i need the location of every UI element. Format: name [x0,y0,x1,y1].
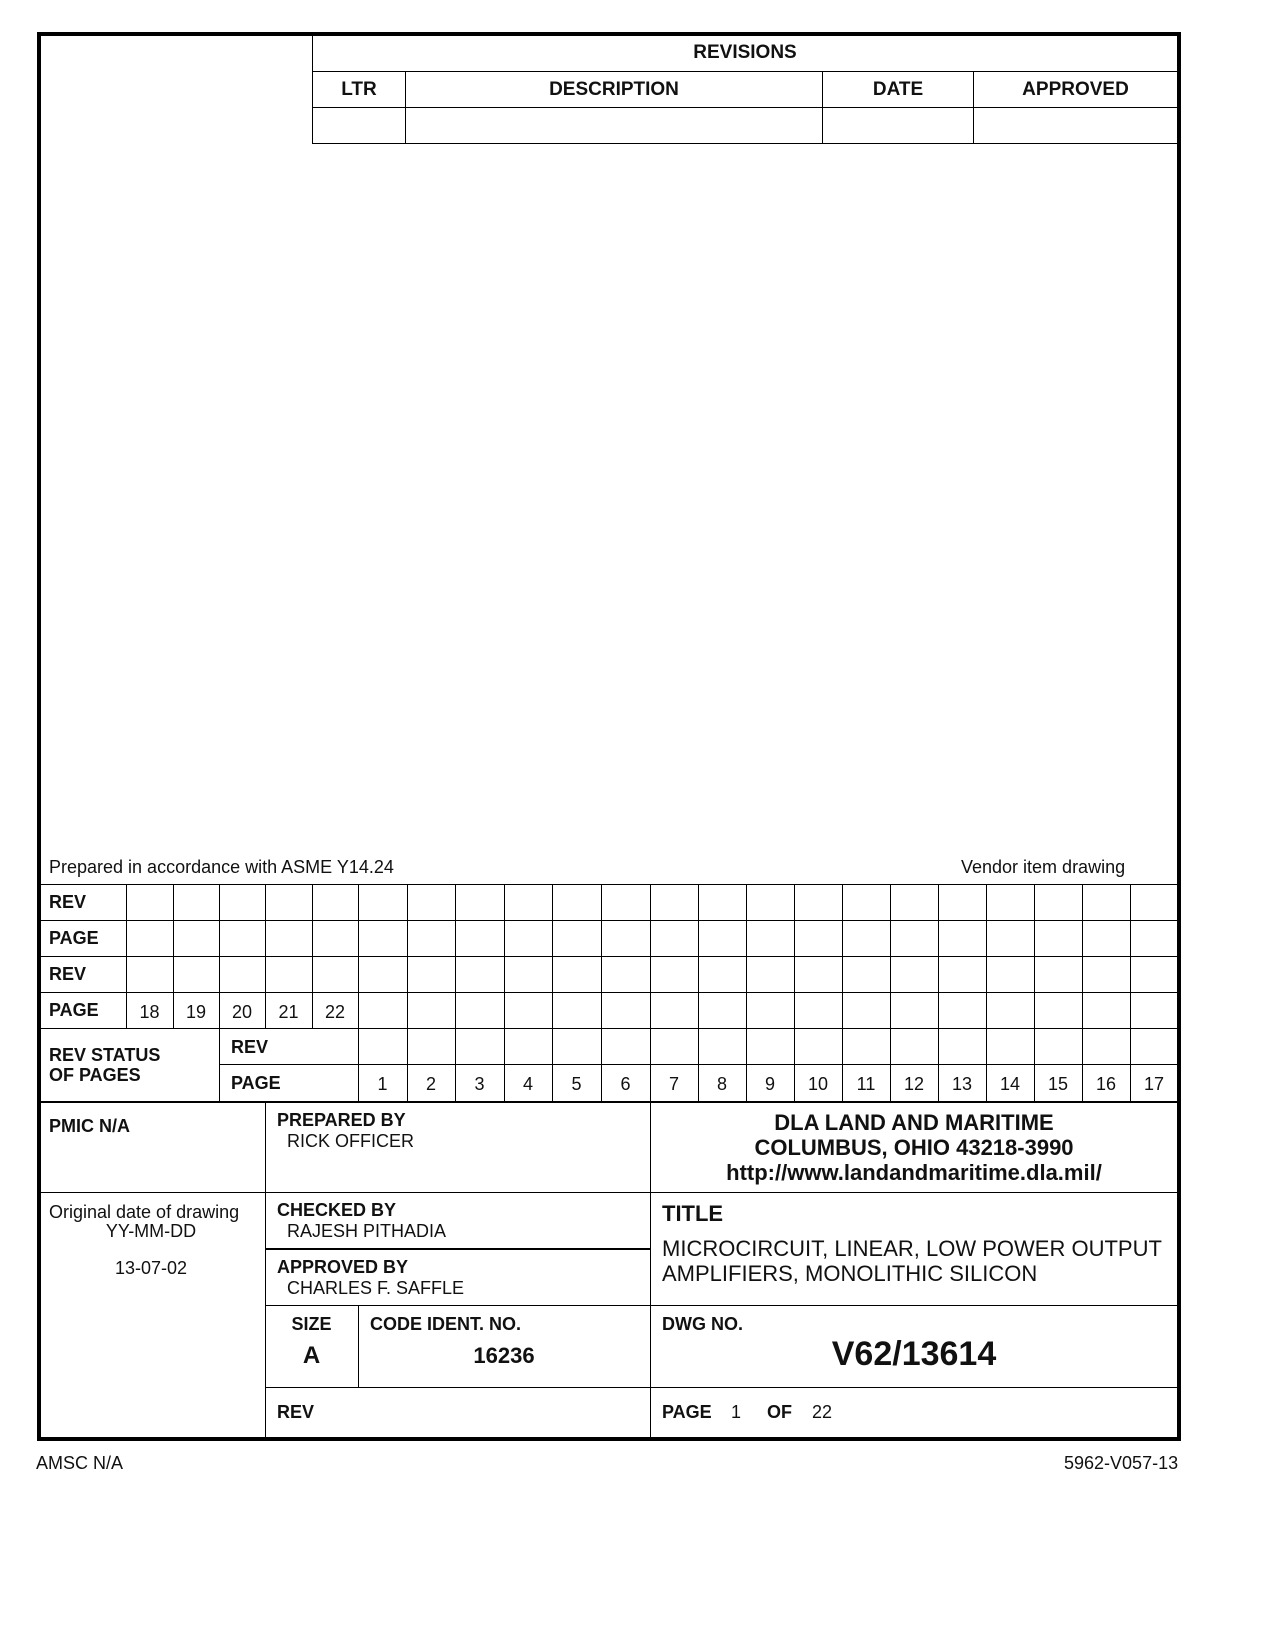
page-number: 1 [731,1402,742,1422]
lower-page-number: 13 [951,1074,973,1094]
title-line-2: AMPLIFIERS, MONOLITHIC SILICON [662,1261,1038,1286]
revisions-header-approved: APPROVED [974,72,1178,108]
lower-page-number: 7 [668,1074,679,1094]
revisions-cell-date [823,108,974,144]
total-pages: 22 [812,1402,833,1422]
title-line-1: MICROCIRCUIT, LINEAR, LOW POWER OUTPUT [662,1236,1162,1261]
prepared-by-label: PREPARED BY [277,1110,406,1130]
upper-page-number: 22 [324,1002,346,1022]
title-block-line-2 [37,1192,1178,1193]
grid-vline [219,1028,220,1101]
dwg-no-label: DWG NO. [662,1314,743,1334]
grid-hline [37,992,1178,993]
grid-vline [1034,884,1035,1101]
revisions-header-ltr: LTR [313,72,406,108]
grid-vline [938,884,939,1101]
lower-page-number: 10 [807,1074,829,1094]
revisions-table [312,34,1178,144]
grid-hline [37,920,1178,921]
upper-page-number: 18 [139,1002,160,1022]
lower-page-number: 9 [764,1074,775,1094]
title-block-line-checked [265,1248,650,1250]
revisions-title: REVISIONS [313,35,1178,72]
revisions-cell-approved [974,108,1178,144]
rev-status-label: REV STATUS [49,1045,161,1065]
pmic-label: PMIC N/A [49,1116,130,1136]
grid-vline [698,884,699,1101]
upper-page-number: 20 [231,1002,253,1022]
approved-by-name: CHARLES F. SAFFLE [287,1278,465,1298]
original-date-format: YY-MM-DD [105,1221,197,1241]
checked-by-label: CHECKED BY [277,1200,397,1220]
grid-vline [986,884,987,1101]
lower-page-number: 3 [474,1074,485,1094]
grid-vline [358,884,359,1101]
asme-note: Prepared in accordance with ASME Y14.24 [49,857,394,877]
size-value: A [302,1342,321,1369]
grid-vline [1130,884,1131,1101]
grid-vline [650,884,651,1101]
revisions-header-description: DESCRIPTION [406,72,823,108]
lower-page-number: 15 [1047,1074,1069,1094]
grid-hline [37,956,1178,957]
grid-vline [601,884,602,1101]
grid-vline [504,884,505,1101]
agency-name: DLA LAND AND MARITIME [774,1110,1054,1135]
page-label: PAGE [662,1402,712,1422]
lower-page-number: 1 [377,1074,388,1094]
of-label: OF [767,1402,792,1422]
lower-page-number: 4 [522,1074,533,1094]
lower-page-number: 2 [425,1074,436,1094]
dwg-no-value: V62/13614 [831,1335,997,1373]
vendor-item-note: Vendor item drawing [961,857,1126,877]
grid-rev-label-3: REV [231,1037,269,1057]
of-pages-label: OF PAGES [49,1065,141,1085]
document-number: 5962-V057-13 [1064,1453,1179,1473]
grid-vline [890,884,891,1101]
upper-page-number: 19 [185,1002,207,1022]
grid-vline [455,884,456,1101]
grid-page-label-2: PAGE [49,1000,99,1020]
lower-page-number: 17 [1143,1074,1165,1094]
grid-hline [37,1028,1178,1029]
grid-vline [407,884,408,1101]
lower-page-number: 6 [620,1074,631,1094]
revisions-header-date: DATE [823,72,974,108]
code-ident-value: 16236 [473,1343,535,1368]
lower-page-number: 14 [999,1074,1021,1094]
checked-by-name: RAJESH PITHADIA [287,1221,447,1241]
grid-vline [552,884,553,1101]
approved-by-label: APPROVED BY [277,1257,409,1277]
size-label: SIZE [291,1314,332,1334]
amsc-note: AMSC N/A [36,1453,124,1473]
code-ident-label: CODE IDENT. NO. [370,1314,522,1334]
lower-page-number: 16 [1095,1074,1117,1094]
lower-page-number: 5 [571,1074,582,1094]
revisions-cell-description [406,108,823,144]
title-block-top-line [37,1101,1181,1103]
grid-page-label-3: PAGE [231,1073,281,1093]
original-date: 13-07-02 [114,1258,188,1278]
lower-page-number: 8 [716,1074,727,1094]
grid-vline [842,884,843,1101]
lower-page-number: 11 [856,1074,876,1094]
revisions-cell-ltr [313,108,406,144]
title-block-line-4 [265,1387,1178,1388]
grid-vline [794,884,795,1101]
original-date-label: Original date of drawing [49,1202,240,1222]
lower-page-number: 12 [903,1074,925,1094]
grid-vline [746,884,747,1101]
rev-label: REV [277,1402,315,1422]
agency-url: http://www.landandmaritime.dla.mil/ [726,1160,1102,1185]
agency-address: COLUMBUS, OHIO 43218-3990 [754,1135,1074,1160]
grid-rev-label-2: REV [49,964,87,984]
grid-rev-label-1: REV [49,892,87,912]
grid-page-label-1: PAGE [49,928,99,948]
upper-page-number: 21 [278,1002,299,1022]
title-label: TITLE [662,1201,724,1226]
grid-hline [37,884,1178,885]
prepared-by-name: RICK OFFICER [287,1131,415,1151]
title-block-line-3 [265,1305,1178,1306]
grid-vline [1082,884,1083,1101]
